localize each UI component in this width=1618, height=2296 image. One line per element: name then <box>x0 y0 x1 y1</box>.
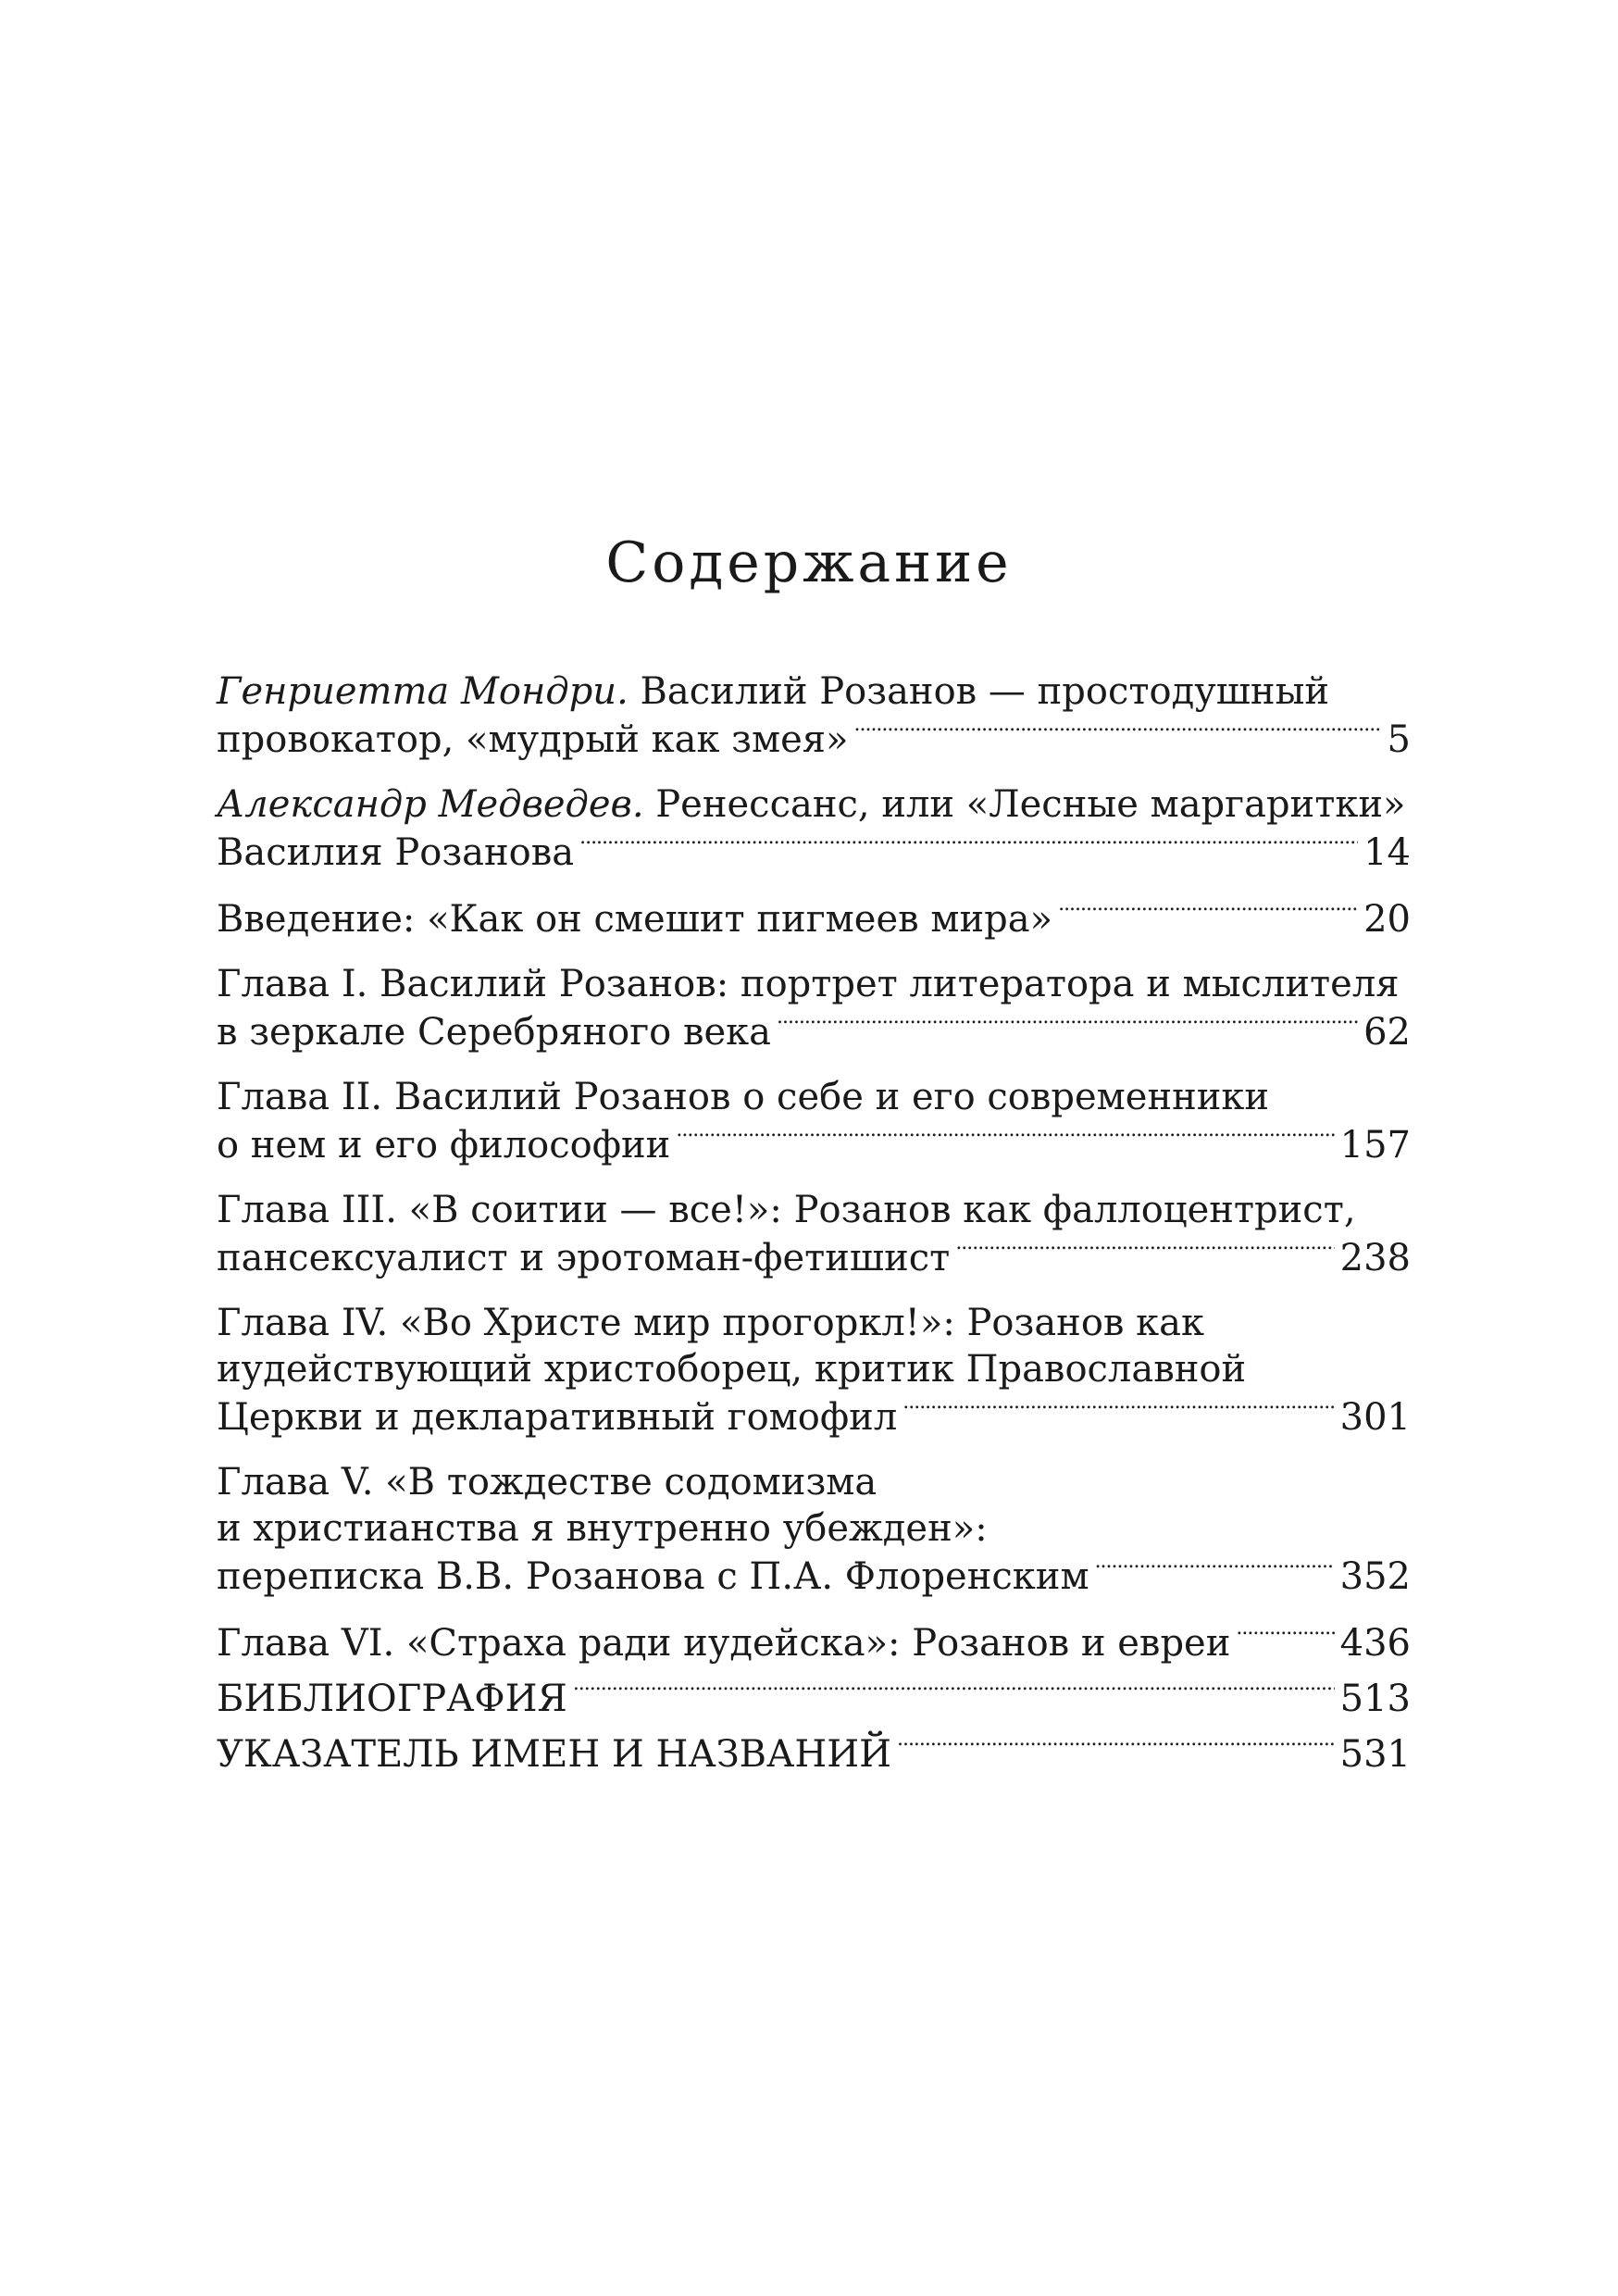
toc-entry <box>217 1074 1411 1167</box>
toc-entry-last-line <box>217 828 1411 874</box>
toc-entry <box>217 1674 1411 1720</box>
toc-entry-line: Глава III. «В соитии — все!»: Розанов как фаллоцентрист, <box>217 1189 1356 1231</box>
toc-entry-last-line <box>217 1552 1411 1598</box>
toc-page-number: 436 <box>1339 1622 1411 1665</box>
toc-entry-last-line <box>217 1007 1411 1054</box>
toc-entry-last-line <box>217 1674 1411 1720</box>
toc-entry-text: Василий Розанов — простодушный <box>640 670 1330 713</box>
toc-entry-text: Церкви и декларативный гомофил <box>217 1396 898 1439</box>
dot-leader <box>1236 1618 1334 1655</box>
toc-entry-last-line <box>217 1120 1411 1167</box>
toc-entry-line <box>217 668 1411 715</box>
dot-leader <box>955 1233 1334 1270</box>
toc-entry-text: пансексуалист и эротоман-фетишист <box>217 1237 951 1279</box>
toc-entry-line: Глава I. Василий Розанов: портрет литератора и мыслителя <box>217 963 1400 1005</box>
toc-page-number: 62 <box>1363 1011 1411 1054</box>
toc-entry-text: переписка В.В. Розанова с П.А. Флоренским <box>217 1555 1089 1598</box>
toc-entry-last-line <box>217 715 1411 761</box>
toc-page-number: 352 <box>1339 1555 1411 1598</box>
table-of-contents <box>217 668 1411 1785</box>
toc-entry-text: Глава VI. «Страха ради иудейска»: Розанов и евреи <box>217 1622 1231 1665</box>
toc-entry-text: о нем и его философии <box>217 1124 671 1167</box>
toc-page-number: 5 <box>1387 718 1411 761</box>
toc-entry-text: провокатор, «мудрый как змея» <box>217 718 849 761</box>
toc-entry <box>217 668 1411 761</box>
toc-entry-line: Глава II. Василий Розанов о себе и его современники <box>217 1076 1270 1118</box>
toc-entry <box>217 781 1411 874</box>
dot-leader <box>897 1729 1335 1766</box>
toc-entry-author: Александр Медведев. <box>217 783 644 826</box>
toc-entry-last-line <box>217 894 1411 941</box>
toc-entry-last-line <box>217 1618 1411 1665</box>
toc-entry-line: иудействующий христоборец, критик Православной <box>217 1348 1247 1391</box>
dot-leader <box>1058 894 1358 931</box>
toc-entry-text: УКАЗАТЕЛЬ ИМЕН И НАЗВАНИЙ <box>217 1733 891 1776</box>
toc-page-number: 513 <box>1339 1678 1411 1720</box>
toc-entry-line: и христианства я внутренно убежден»: <box>217 1507 988 1550</box>
toc-page-number: 157 <box>1339 1124 1411 1167</box>
dot-leader <box>573 1674 1335 1711</box>
toc-page-number: 20 <box>1363 898 1411 941</box>
toc-entry-text: Василия Розанова <box>217 831 575 874</box>
dot-leader <box>579 828 1358 865</box>
toc-entry <box>217 1618 1411 1665</box>
dot-leader <box>1095 1552 1335 1589</box>
toc-entry <box>217 1300 1411 1439</box>
toc-entry <box>217 894 1411 941</box>
toc-entry-last-line <box>217 1729 1411 1776</box>
toc-entry-text: БИБЛИОГРАФИЯ <box>217 1678 567 1720</box>
page-title: Содержание <box>605 530 1013 595</box>
toc-page-number: 238 <box>1339 1237 1411 1279</box>
toc-entry-text: Ренессанс, или «Лесные маргаритки» <box>655 783 1406 826</box>
dot-leader <box>902 1392 1334 1429</box>
toc-entry <box>217 1459 1411 1598</box>
toc-entry-text: Введение: «Как он смешит пигмеев мира» <box>217 898 1053 941</box>
toc-entry-text: в зеркале Серебряного века <box>217 1011 771 1054</box>
toc-entry <box>217 961 1411 1054</box>
toc-entry-last-line <box>217 1392 1411 1439</box>
toc-entry-line: Глава IV. «Во Христе мир прогоркл!»: Розанов как <box>217 1302 1204 1344</box>
dot-leader <box>676 1120 1334 1157</box>
toc-entry-line <box>217 781 1411 828</box>
dot-leader <box>777 1007 1358 1044</box>
toc-page-number: 14 <box>1363 831 1411 874</box>
toc-entry-last-line <box>217 1233 1411 1279</box>
toc-entry-author: Генриетта Мондри. <box>217 670 629 713</box>
toc-entry <box>217 1729 1411 1776</box>
dot-leader <box>853 715 1381 752</box>
toc-entry-line: Глава V. «В тождестве содомизма <box>217 1461 877 1504</box>
toc-entry <box>217 1187 1411 1279</box>
toc-page-number: 301 <box>1339 1396 1411 1439</box>
toc-page-number: 531 <box>1339 1733 1411 1776</box>
